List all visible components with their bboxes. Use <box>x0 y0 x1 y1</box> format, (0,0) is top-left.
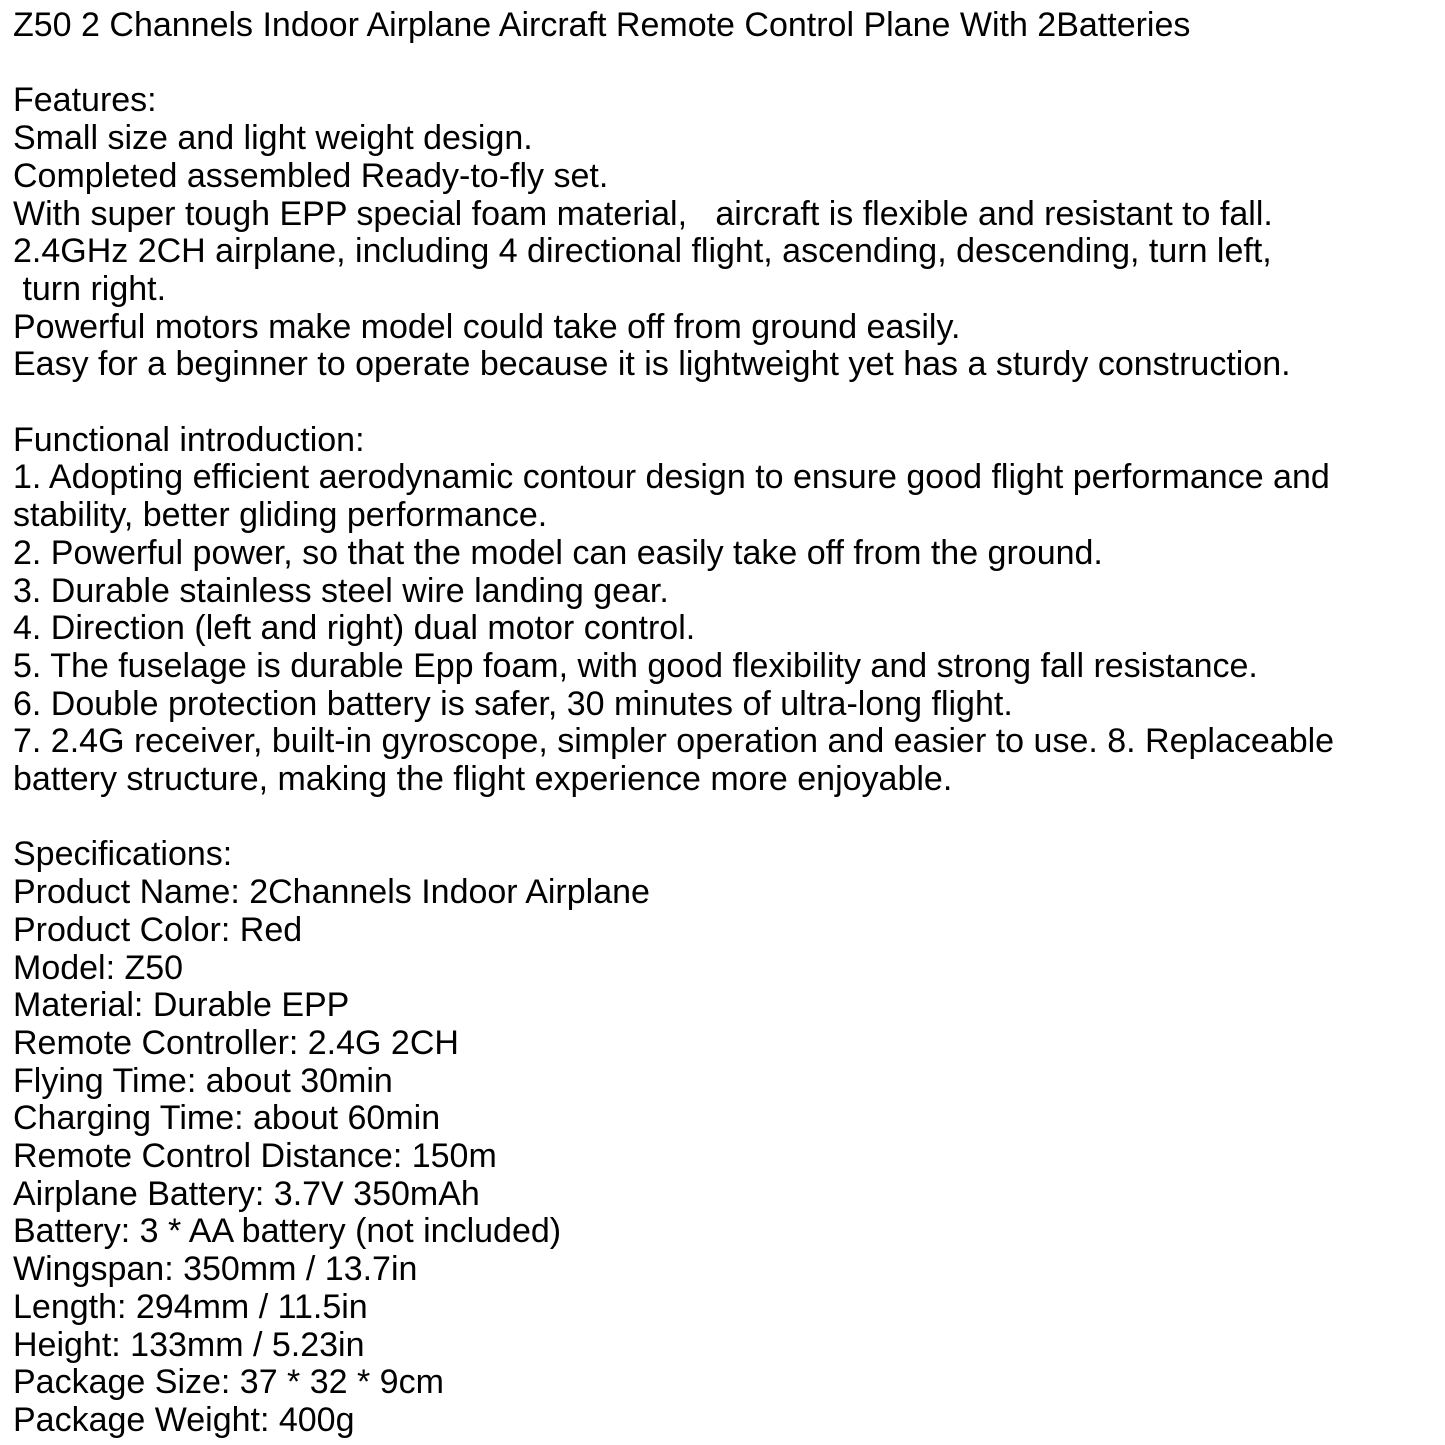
functional-line: 1. Adopting efficient aerodynamic contour design to ensure good flight performance and <box>13 458 1330 497</box>
spec-line-height: Height: 133mm / 5.23in <box>13 1325 365 1364</box>
functional-line: battery structure, making the flight experience more enjoyable. <box>13 760 953 799</box>
functional-line: 5. The fuselage is durable Epp foam, with good flexibility and strong fall resistance. <box>13 646 1258 685</box>
product-title: Z50 2 Channels Indoor Airplane Aircraft Remote Control Plane With 2Batteries <box>13 6 1191 44</box>
functional-heading: Functional introduction: <box>13 420 365 459</box>
features-heading: Features: <box>13 81 157 120</box>
blank-line <box>13 799 1435 837</box>
feature-line: 2.4GHz 2CH airplane, including 4 directional flight, ascending, descending, turn left, <box>13 232 1272 271</box>
feature-line: Small size and light weight design. <box>13 119 533 158</box>
spec-line-model: Model: Z50 <box>13 948 184 987</box>
spec-line-wingspan: Wingspan: 350mm / 13.7in <box>13 1250 418 1289</box>
spec-line-battery: Battery: 3 * AA battery (not included) <box>13 1212 562 1251</box>
feature-line: turn right. <box>13 269 167 308</box>
specifications-section <box>13 836 1435 1439</box>
functional-line: 6. Double protection battery is safer, 30 minutes of ultra-long flight. <box>13 684 1013 723</box>
spec-line-remote-controller: Remote Controller: 2.4G 2CH <box>13 1023 459 1062</box>
feature-line: Easy for a beginner to operate because it is lightweight yet has a sturdy construction. <box>13 345 1291 384</box>
functional-introduction-section <box>13 422 1435 799</box>
functional-line: 3. Durable stainless steel wire landing gear. <box>13 571 669 610</box>
spec-line-charging-time: Charging Time: about 60min <box>13 1099 441 1138</box>
feature-line: Powerful motors make model could take off from ground easily. <box>13 307 961 346</box>
specifications-heading: Specifications: <box>13 835 233 874</box>
spec-line-length: Length: 294mm / 11.5in <box>13 1287 368 1326</box>
feature-line: With super tough EPP special foam material, aircraft is flexible and resistant to fall. <box>13 194 1273 233</box>
functional-line: 4. Direction (left and right) dual motor control. <box>13 609 696 648</box>
spec-line-product-name: Product Name: 2Channels Indoor Airplane <box>13 873 650 912</box>
spec-line-airplane-battery: Airplane Battery: 3.7V 350mAh <box>13 1174 480 1213</box>
functional-line: 2. Powerful power, so that the model can easily take off from the ground. <box>13 533 1103 572</box>
spec-line-remote-distance: Remote Control Distance: 150m <box>13 1137 497 1176</box>
spec-line-package-weight: Package Weight: 400g <box>13 1400 355 1439</box>
blank-line <box>13 384 1435 422</box>
feature-line: Completed assembled Ready-to-fly set. <box>13 156 609 195</box>
spec-line-package-size: Package Size: 37 * 32 * 9cm <box>13 1363 444 1402</box>
blank-line <box>13 45 1435 83</box>
spec-line-product-color: Product Color: Red <box>13 910 303 949</box>
spec-line-material: Material: Durable EPP <box>13 986 350 1025</box>
features-section <box>13 82 1435 384</box>
functional-line: 7. 2.4G receiver, built-in gyroscope, simpler operation and easier to use. 8. Replaceable <box>13 722 1335 761</box>
spec-line-flying-time: Flying Time: about 30min <box>13 1061 393 1100</box>
functional-line: stability, better gliding performance. <box>13 496 548 535</box>
